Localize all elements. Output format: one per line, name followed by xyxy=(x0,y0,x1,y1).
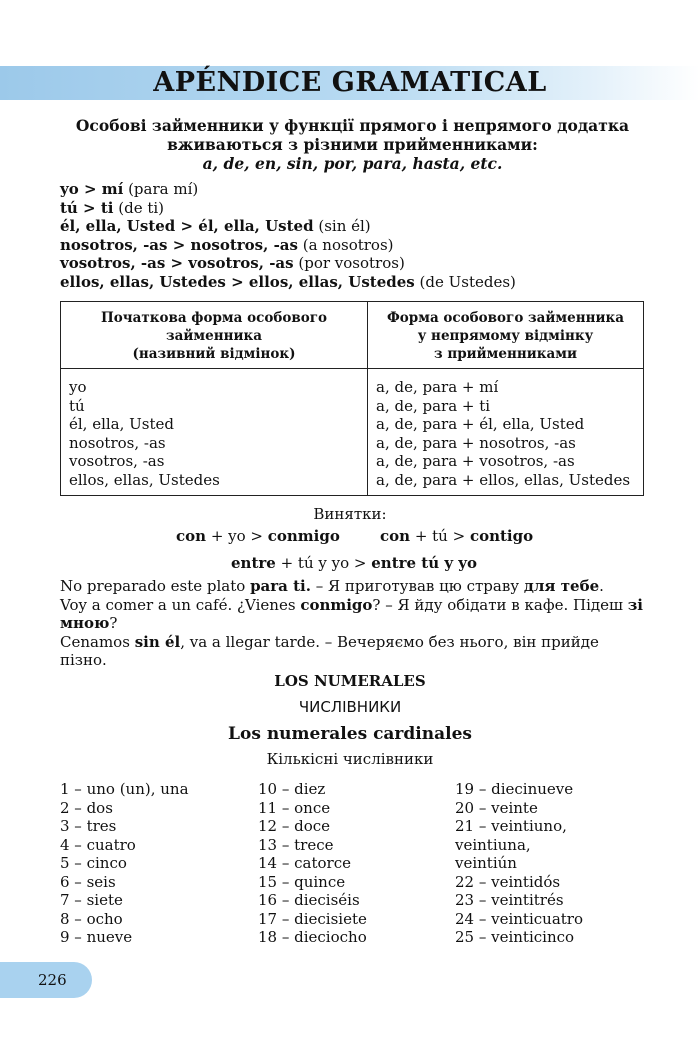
pair-forms: yo > mí xyxy=(60,180,124,198)
pronoun-pairs xyxy=(60,180,516,291)
table-cell-line: vosotros, -as xyxy=(69,452,165,470)
numeral-item: 18 – dieciocho xyxy=(258,928,367,946)
pair-forms: nosotros, -as > nosotros, -as xyxy=(60,235,298,254)
exception-conmigo xyxy=(176,525,340,547)
pair-row xyxy=(60,217,516,236)
intro-line-2: вживаються з різними прийменниками: xyxy=(167,135,538,154)
table-header-row xyxy=(61,302,644,369)
example-sentence xyxy=(60,596,648,633)
sentence-text: Cenamos xyxy=(60,632,135,651)
header-left-line: Початкова форма особового xyxy=(100,310,328,326)
example-sentence xyxy=(60,577,648,596)
numeral-item: 5 – cinco xyxy=(60,854,127,872)
example-sentences xyxy=(60,577,648,670)
sentence-bold: conmigo xyxy=(300,595,373,614)
exception-middle: + tú > xyxy=(410,527,470,545)
numerals-heading: LOS NUMERALES xyxy=(274,672,426,690)
table-cell-line: él, ella, Usted xyxy=(69,415,175,433)
exception-middle: + yo > xyxy=(206,527,268,545)
pair-forms: él, ella, Usted > él, ella, Usted xyxy=(60,217,314,235)
exceptions xyxy=(0,503,700,525)
pair-example: (sin él) xyxy=(313,217,371,235)
numeral-item: 12 – doce xyxy=(258,817,331,835)
numeral-item: 20 – veinte xyxy=(455,798,538,817)
table-cell-line: yo xyxy=(69,378,87,396)
pair-example: (para mí) xyxy=(123,180,199,198)
header-nominative xyxy=(61,302,368,369)
exception-prep: entre xyxy=(231,554,276,572)
sentence-bold: para ti. xyxy=(250,577,311,595)
numerals-column-2 xyxy=(258,780,367,947)
intro-line-1: Особові займенники у функції прямого і непрямого додатка xyxy=(75,116,630,135)
sentence-text: . xyxy=(599,577,604,595)
nominative-cell xyxy=(61,369,368,496)
table-cell-line: a, de, para + nosotros, -as xyxy=(376,433,576,452)
pair-row xyxy=(60,180,516,199)
sentence-bold: зі мною xyxy=(60,595,643,632)
pair-forms: vosotros, -as > vosotros, -as xyxy=(60,254,294,272)
exception-prep: con xyxy=(176,527,207,545)
cardinals-heading: Los numerales cardinales xyxy=(228,724,472,744)
table-cell-line: a, de, para + él, ella, Usted xyxy=(376,415,585,433)
numeral-item: 3 – tres xyxy=(60,817,117,835)
header-right-line: у непрямому відмінку xyxy=(417,328,594,344)
numeral-item: 8 – ocho xyxy=(60,909,123,928)
numerals-column-1 xyxy=(60,780,189,947)
numeral-item: 9 – nueve xyxy=(60,928,133,946)
intro-examples: a, de, en, sin, por, para, hasta, etc. xyxy=(202,154,503,173)
numeral-item: 4 – cuatro xyxy=(60,835,136,854)
exception-middle: + tú y yo > xyxy=(275,554,372,572)
pair-example: (a nosotros) xyxy=(297,235,394,254)
exception-result: contigo xyxy=(469,527,534,545)
numeral-item: 1 – uno (un), una xyxy=(60,780,189,798)
page-title: APÉNDICE GRAMATICAL xyxy=(153,67,547,98)
numeral-item: 21 – veintiuno, xyxy=(455,817,567,835)
pair-row xyxy=(60,236,516,255)
table-cell-line: tú xyxy=(69,396,85,415)
numeral-item: 17 – diecisiete xyxy=(258,909,367,928)
pair-row xyxy=(60,254,516,273)
table-cell-line: a, de, para + ti xyxy=(376,396,491,415)
intro-rule xyxy=(60,116,645,173)
pair-row xyxy=(60,273,516,292)
table-cell-line: a, de, para + vosotros, -as xyxy=(376,452,575,470)
pair-example: (de ti) xyxy=(113,198,165,217)
sentence-text: Voy a comer a un café. ¿Vienes xyxy=(60,595,301,614)
sentence-text: No preparado este plato xyxy=(60,577,251,595)
numeral-item: 13 – trece xyxy=(258,835,334,854)
numeral-item: 19 – diecinueve xyxy=(455,780,574,798)
table-cell-line: nosotros, -as xyxy=(69,433,166,452)
numeral-item: 14 – catorce xyxy=(258,854,351,872)
numeral-item: 6 – seis xyxy=(60,872,116,891)
pronoun-table xyxy=(60,301,644,496)
exception-contigo xyxy=(380,525,533,547)
example-sentence xyxy=(60,633,648,670)
exceptions-title: Винятки: xyxy=(313,505,387,523)
numeral-item: 16 – dieciséis xyxy=(258,891,360,909)
pair-forms: ellos, ellas, Ustedes > ellos, ellas, Ustedes xyxy=(60,272,415,291)
numerals-column-3 xyxy=(455,780,583,947)
page-number: 226 xyxy=(38,971,67,989)
header-right-line: Форма особового займенника xyxy=(387,310,624,326)
sentence-bold: для тебе xyxy=(523,577,600,595)
sentence-text: – Я приготував цю страву xyxy=(310,577,524,595)
table-body-row xyxy=(61,369,644,496)
exception-entre xyxy=(231,552,477,574)
numeral-item: 7 – siete xyxy=(60,891,123,909)
header-prepositional xyxy=(368,302,644,369)
header-left-line: (називний відмінок) xyxy=(132,346,296,362)
sentence-text: , va a llegar tarde. – Вечеряємо без нього, він прийде пізно. xyxy=(60,632,599,669)
sentence-bold: sin él xyxy=(134,632,181,651)
exception-result: entre tú y yo xyxy=(371,554,478,572)
header-right-line: з прийменниками xyxy=(434,346,577,362)
pair-example: (de Ustedes) xyxy=(414,272,516,291)
numeral-item: 23 – veintitrés xyxy=(455,891,564,909)
pair-example: (por vosotros) xyxy=(293,254,405,272)
numeral-item: 22 – veintidós xyxy=(455,872,561,891)
pair-row xyxy=(60,199,516,218)
table-cell-line: ellos, ellas, Ustedes xyxy=(69,470,220,489)
exception-result: conmigo xyxy=(267,527,340,545)
numeral-item: 10 – diez xyxy=(258,780,326,798)
prepositional-cell xyxy=(368,369,644,496)
table-cell-line: a, de, para + ellos, ellas, Ustedes xyxy=(376,470,631,489)
numeral-item: veintiún xyxy=(455,854,517,872)
numeral-item: 11 – once xyxy=(258,798,331,817)
numeral-item: 25 – veinticinco xyxy=(455,928,575,946)
sentence-text: ? – Я йду обідати в кафе. Підеш xyxy=(372,595,628,614)
header-left-line: займенника xyxy=(166,328,262,344)
cardinals-heading-uk: Кількісні числівники xyxy=(266,750,434,768)
exception-prep: con xyxy=(380,527,411,545)
numerals-heading-uk: ЧИСЛІВНИКИ xyxy=(298,698,402,716)
table-cell-line: a, de, para + mí xyxy=(376,378,499,396)
pair-forms: tú > ti xyxy=(60,198,114,217)
numeral-item: veintiuna, xyxy=(455,835,531,854)
numeral-item: 24 – veinticuatro xyxy=(455,909,583,928)
sentence-text: ? xyxy=(109,614,118,632)
numeral-item: 2 – dos xyxy=(60,798,113,817)
numeral-item: 15 – quince xyxy=(258,872,346,891)
